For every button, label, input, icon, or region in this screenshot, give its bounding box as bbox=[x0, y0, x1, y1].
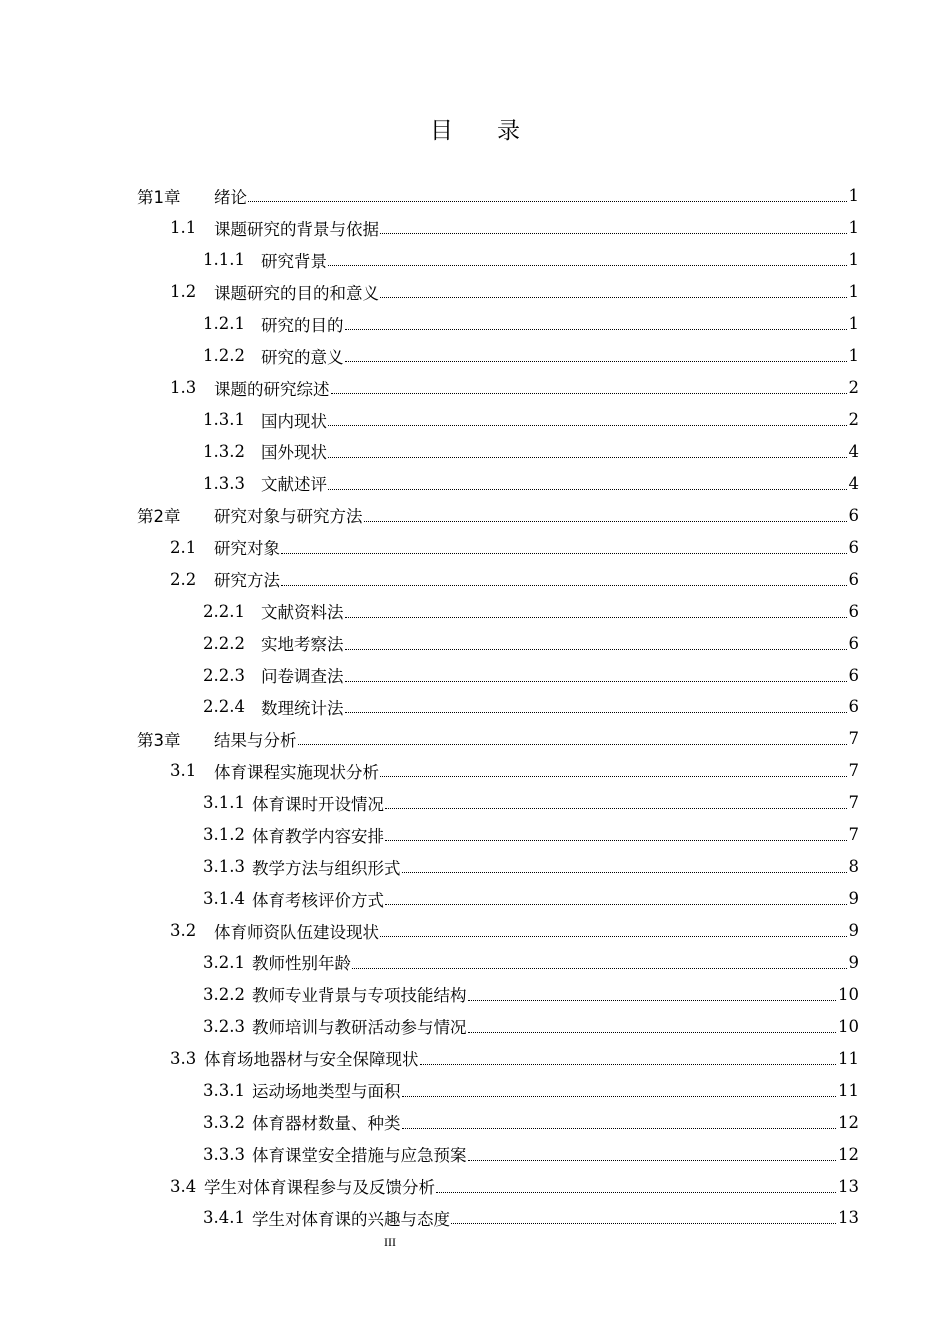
toc-entry-number: 3.1.4 bbox=[203, 889, 245, 909]
toc-entry[interactable] bbox=[0, 883, 950, 915]
toc-entry-title: 学生对体育课的兴趣与态度 bbox=[252, 1209, 450, 1229]
toc-entry-page: 11 bbox=[838, 1048, 859, 1068]
toc-entry-title: 文献述评 bbox=[261, 475, 327, 495]
toc-dot-leader bbox=[345, 681, 847, 682]
toc-dot-leader bbox=[345, 649, 847, 650]
toc-entry-number: 3.3 bbox=[170, 1048, 197, 1068]
toc-entry-title: 研究对象与研究方法 bbox=[214, 507, 363, 527]
toc-entry-number: 1.2 bbox=[170, 282, 197, 302]
toc-entry[interactable] bbox=[0, 340, 950, 372]
toc-entry-page: 6 bbox=[848, 633, 859, 653]
toc-entry[interactable] bbox=[0, 276, 950, 308]
toc-entry-number: 3.1.2 bbox=[203, 825, 245, 845]
toc-entry-number: 第2章 bbox=[137, 507, 181, 527]
toc-entry-number: 2.2.1 bbox=[203, 601, 245, 621]
toc-entry-title: 国外现状 bbox=[261, 443, 327, 463]
toc-entry-number: 2.2.3 bbox=[203, 665, 245, 685]
toc-dot-leader bbox=[402, 1128, 837, 1129]
toc-entry-number: 第3章 bbox=[137, 730, 181, 750]
toc-entry-number: 3.1 bbox=[170, 761, 197, 781]
toc-entry-title: 绪论 bbox=[214, 187, 247, 207]
toc-entry-page: 13 bbox=[838, 1208, 859, 1228]
toc-entry[interactable] bbox=[0, 212, 950, 244]
toc-entry-number: 2.2.4 bbox=[203, 697, 245, 717]
toc-entry-page: 6 bbox=[848, 665, 859, 685]
toc-entry[interactable] bbox=[0, 244, 950, 276]
toc-entry-page: 6 bbox=[848, 569, 859, 589]
toc-entry-title: 教师培训与教研活动参与情况 bbox=[252, 1018, 467, 1038]
toc-entry-title: 教师专业背景与专项技能结构 bbox=[252, 986, 467, 1006]
page-title: 目录 bbox=[430, 118, 564, 144]
toc-entry[interactable] bbox=[0, 180, 950, 212]
toc-dot-leader bbox=[345, 617, 847, 618]
toc-entry-title: 课题研究的目的和意义 bbox=[214, 283, 379, 303]
toc-entry-title: 体育考核评价方式 bbox=[252, 890, 384, 910]
toc-entry[interactable] bbox=[0, 1010, 950, 1042]
toc-entry-number: 2.2 bbox=[170, 569, 197, 589]
toc-entry-page: 6 bbox=[848, 537, 859, 557]
toc-entry[interactable] bbox=[0, 851, 950, 883]
toc-dot-leader bbox=[402, 872, 847, 873]
toc-entry-number: 3.3.1 bbox=[203, 1080, 245, 1100]
page-number-footer: III bbox=[384, 1235, 396, 1249]
toc-entry-page: 12 bbox=[838, 1144, 859, 1164]
toc-dot-leader bbox=[380, 776, 847, 777]
toc-entry-page: 9 bbox=[848, 921, 859, 941]
toc-entry-page: 13 bbox=[838, 1176, 859, 1196]
toc-entry-page: 1 bbox=[848, 186, 859, 206]
toc-entry-title: 研究方法 bbox=[214, 571, 280, 591]
toc-entry-page: 1 bbox=[848, 314, 859, 334]
toc-entry-page: 10 bbox=[838, 984, 859, 1004]
toc-entry[interactable] bbox=[0, 372, 950, 404]
toc-entry-number: 1.2.2 bbox=[203, 346, 245, 366]
toc-dot-leader bbox=[420, 1064, 837, 1065]
toc-entry[interactable] bbox=[0, 659, 950, 691]
toc-entry-number: 3.1.3 bbox=[203, 857, 245, 877]
toc-dot-leader bbox=[380, 233, 847, 234]
toc-entry-page: 2 bbox=[848, 410, 859, 430]
toc-entry-title: 体育课堂安全措施与应急预案 bbox=[252, 1146, 467, 1166]
toc-dot-leader bbox=[281, 585, 847, 586]
toc-entry[interactable] bbox=[0, 755, 950, 787]
toc-entry-title: 实地考察法 bbox=[261, 635, 344, 655]
toc-entry-title: 国内现状 bbox=[261, 411, 327, 431]
toc-entry-number: 1.2.1 bbox=[203, 314, 245, 334]
toc-dot-leader bbox=[345, 361, 847, 362]
toc-entry-page: 12 bbox=[838, 1112, 859, 1132]
toc-entry-page: 9 bbox=[848, 952, 859, 972]
toc-entry-number: 1.3.2 bbox=[203, 441, 245, 461]
toc-dot-leader bbox=[331, 393, 847, 394]
toc-entry-number: 3.1.1 bbox=[203, 793, 245, 813]
toc-entry-title: 体育课程实施现状分析 bbox=[214, 762, 379, 782]
toc-entry-page: 1 bbox=[848, 218, 859, 238]
toc-entry[interactable] bbox=[0, 563, 950, 595]
toc-entry[interactable] bbox=[0, 691, 950, 723]
toc-dot-leader bbox=[380, 936, 847, 937]
toc-entry-title: 体育场地器材与安全保障现状 bbox=[204, 1050, 419, 1070]
toc-entry-page: 7 bbox=[848, 825, 859, 845]
toc-entry[interactable] bbox=[0, 595, 950, 627]
toc-entry[interactable] bbox=[0, 404, 950, 436]
toc-entry-number: 3.2.2 bbox=[203, 984, 245, 1004]
toc-entry-title: 体育器材数量、种类 bbox=[252, 1114, 401, 1134]
toc-entry-title: 学生对体育课程参与及反馈分析 bbox=[204, 1178, 435, 1198]
toc-dot-leader bbox=[352, 968, 847, 969]
toc-dot-leader bbox=[468, 1032, 837, 1033]
toc-entry-title: 运动场地类型与面积 bbox=[252, 1082, 401, 1102]
toc-dot-leader bbox=[328, 489, 847, 490]
toc-entry-page: 2 bbox=[848, 378, 859, 398]
toc-entry-title: 问卷调查法 bbox=[261, 667, 344, 687]
toc-entry[interactable] bbox=[0, 531, 950, 563]
toc-entry-number: 1.1 bbox=[170, 218, 197, 238]
toc-dot-leader bbox=[364, 521, 847, 522]
toc-entry-title: 体育师资队伍建设现状 bbox=[214, 922, 379, 942]
toc-entry-page: 4 bbox=[848, 441, 859, 461]
toc-entry[interactable] bbox=[0, 978, 950, 1010]
toc-entry-page: 8 bbox=[848, 857, 859, 877]
toc-entry-title: 研究背景 bbox=[261, 251, 327, 271]
toc-dot-leader bbox=[380, 297, 847, 298]
toc-entry-page: 7 bbox=[848, 729, 859, 749]
toc-entry-number: 第1章 bbox=[137, 187, 181, 207]
toc-entry[interactable] bbox=[0, 1074, 950, 1106]
toc-entry-number: 1.3 bbox=[170, 378, 197, 398]
toc-entry[interactable] bbox=[0, 1138, 950, 1170]
toc-entry-title: 体育课时开设情况 bbox=[252, 794, 384, 814]
toc-entry-title: 教师性别年龄 bbox=[252, 954, 351, 974]
toc-entry-number: 3.3.3 bbox=[203, 1144, 245, 1164]
toc-entry[interactable] bbox=[0, 308, 950, 340]
toc-entry-title: 研究的目的 bbox=[261, 315, 344, 335]
toc-entry-number: 3.3.2 bbox=[203, 1112, 245, 1132]
toc-entry-page: 1 bbox=[848, 250, 859, 270]
toc-entry-title: 课题研究的背景与依据 bbox=[214, 219, 379, 239]
toc-entry[interactable] bbox=[0, 915, 950, 947]
toc-entry-page: 10 bbox=[838, 1016, 859, 1036]
toc-dot-leader bbox=[385, 840, 847, 841]
toc-entry-number: 3.4 bbox=[170, 1176, 197, 1196]
toc-entry-number: 1.3.1 bbox=[203, 410, 245, 430]
toc-dot-leader bbox=[385, 808, 847, 809]
toc-dot-leader bbox=[345, 329, 847, 330]
toc-entry-page: 7 bbox=[848, 793, 859, 813]
toc-entry-page: 1 bbox=[848, 346, 859, 366]
toc-entry[interactable] bbox=[0, 1106, 950, 1138]
toc-dot-leader bbox=[451, 1223, 836, 1224]
toc-entry-page: 6 bbox=[848, 601, 859, 621]
toc-entry-title: 体育教学内容安排 bbox=[252, 826, 384, 846]
toc-entry[interactable] bbox=[0, 499, 950, 531]
toc-dot-leader bbox=[402, 1096, 837, 1097]
toc-entry[interactable] bbox=[0, 787, 950, 819]
toc-dot-leader bbox=[385, 904, 847, 905]
toc-entry-number: 2.1 bbox=[170, 537, 197, 557]
toc-entry-title: 结果与分析 bbox=[214, 730, 297, 750]
toc-entry[interactable] bbox=[0, 436, 950, 468]
toc-entry[interactable] bbox=[0, 819, 950, 851]
toc-dot-leader bbox=[468, 1000, 837, 1001]
toc-dot-leader bbox=[248, 201, 847, 202]
table-of-contents bbox=[0, 180, 950, 1234]
toc-entry-title: 数理统计法 bbox=[261, 698, 344, 718]
toc-entry[interactable] bbox=[0, 1170, 950, 1202]
toc-entry[interactable] bbox=[0, 1042, 950, 1074]
toc-dot-leader bbox=[328, 265, 847, 266]
toc-entry-number: 3.4.1 bbox=[203, 1208, 245, 1228]
toc-entry-title: 文献资料法 bbox=[261, 603, 344, 623]
toc-dot-leader bbox=[345, 712, 847, 713]
toc-entry-number: 3.2 bbox=[170, 921, 197, 941]
toc-entry[interactable] bbox=[0, 467, 950, 499]
toc-entry-title: 研究的意义 bbox=[261, 347, 344, 367]
toc-dot-leader bbox=[298, 744, 847, 745]
toc-entry-page: 4 bbox=[848, 473, 859, 493]
toc-entry[interactable] bbox=[0, 1202, 950, 1234]
toc-entry-page: 9 bbox=[848, 889, 859, 909]
toc-entry-page: 1 bbox=[848, 282, 859, 302]
toc-dot-leader bbox=[436, 1192, 836, 1193]
toc-entry-page: 11 bbox=[838, 1080, 859, 1100]
toc-entry-number: 2.2.2 bbox=[203, 633, 245, 653]
toc-entry-number: 3.2.3 bbox=[203, 1016, 245, 1036]
toc-dot-leader bbox=[328, 425, 847, 426]
toc-entry-page: 6 bbox=[848, 505, 859, 525]
toc-entry-title: 教学方法与组织形式 bbox=[252, 858, 401, 878]
toc-dot-leader bbox=[328, 457, 847, 458]
toc-entry-number: 3.2.1 bbox=[203, 952, 245, 972]
toc-entry-page: 7 bbox=[848, 761, 859, 781]
toc-entry[interactable] bbox=[0, 627, 950, 659]
toc-entry-number: 1.1.1 bbox=[203, 250, 245, 270]
toc-entry-title: 课题的研究综述 bbox=[214, 379, 330, 399]
toc-dot-leader bbox=[468, 1160, 837, 1161]
toc-dot-leader bbox=[281, 553, 847, 554]
toc-entry-page: 6 bbox=[848, 697, 859, 717]
toc-entry-title: 研究对象 bbox=[214, 539, 280, 559]
toc-entry[interactable] bbox=[0, 947, 950, 979]
toc-entry[interactable] bbox=[0, 723, 950, 755]
toc-entry-number: 1.3.3 bbox=[203, 473, 245, 493]
